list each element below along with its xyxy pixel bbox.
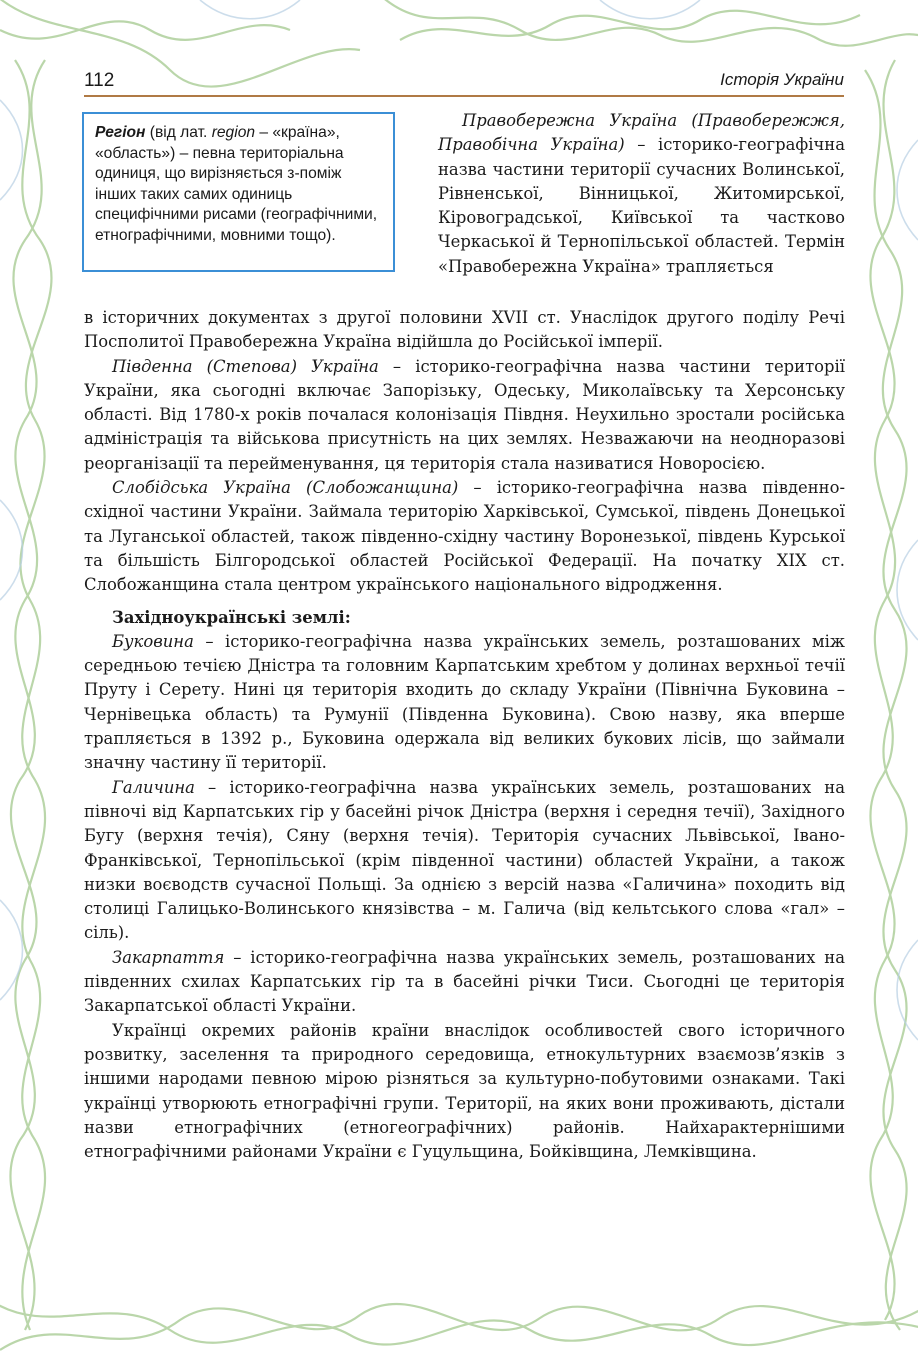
right-bank-continuation: в історичних документах з другої половини XVII ст. Унаслідок другого поділу Речі Посполитої Правобережна Україна відійшла до Російської імперії. [84,308,845,352]
zakarpattia-term: Закарпаття [112,947,225,967]
ethnographic-groups-paragraph: Українці окремих районів країни внаслідок особливостей свого історичного розвитку, заселення та природного середовища, етнокультурних взаємозв’язків з іншими народами певною мірою різняться за культурно-побутовими ознаками. Такі українці утворюють етнографічні групи. Території, на яких вони проживають, дістали назви етнографічних (етногеографічних) районів. Найхарактернішими етнографічними районами України є Гуцульщина, Бойківщина, Лемківщина. [84,1020,845,1162]
definition-latin: region [211,124,256,141]
header-rule [84,95,844,97]
bukovyna-text: – історико-географічна назва українських земель, розташованих між середньою течією Дністра та головним Карпатським хребтом у долинах верхньої течії Пруту і Серету. Нині ця територія входить до складу України (Північна Буковина – Чернівецька область) та Румунії (Південна Буковина). Свою назву, яка вперше трапляється в 1392 р., Буковина одержала від великих букових лісів, що займали значну частину її території. [84,631,845,773]
zakarpattia-paragraph [84,946,845,1019]
galychyna-paragraph [84,776,845,946]
running-title: Історія України [720,70,844,89]
right-bank-paragraph [438,109,845,279]
zakarpattia-text: – історико-географічна назва українських земель, розташованих на південних схилах Карпатських гір та в басейні річки Тиси. Сьогодні це територія Закарпатської області України. [84,947,845,1016]
right-bank-paragraph-wrap [438,109,845,279]
right-bank-text: – історико-географічна назва частини території сучасних Волинської, Рівненської, Вінницької, Житомирської, Кіровоградської, Київської та частково Черкаської й Тернопільської областей. Термін «Правобережна Україна» трапляється [438,135,845,276]
bukovyna-paragraph [84,630,845,776]
sloboda-term: Слобідська Україна (Слобожанщина) [112,478,459,498]
south-text: – історико-географічна назва частини території України, яка сьогодні включає Запорізьку, Одеську, Миколаївську та Херсонську області. Від 1780-х років почалася колонізація Півдня. Неухильно зростали російська адміністрація та військова присутність на цих землях. Незважаючи на неодноразові реорганізації та перейменування, ця територія стала називатися Новоросією. [84,356,845,473]
right-bank-term: Правобережна Україна (Правобережжя, Правобічна Україна) [438,111,845,155]
galychyna-text: – історико-географічна назва українських земель, розташованих на півночі від Карпатських гір у басейні річок Дністра (верхня і середня течії), Західного Бугу (верхня течія), Сяну (верхня течія). Територія сучасних Львівської, Івано-Франківської, Тернопільської (крім південної частини) областей України, а також низки воєводств сучасної Польщі. За однією з версій назва «Галичина» походить від столиці Галицько-Волинського князівства – м. Галича (від кельтського слова «гал» – сіль). [84,777,845,943]
western-lands-heading: Західноукраїнські землі: [112,607,351,627]
main-text [84,306,845,1164]
definition-text-1: (від лат. [145,124,212,141]
sloboda-paragraph [84,476,845,597]
south-term: Південна (Степова) Україна [112,356,379,376]
sloboda-text: – історико-географічна назва південно-східної частини України. Займала територію Харківської, Сумської, південь Донецької та Луганської областей, також південно-східну частину Воронезької, південь Курської та більшість Білгородської областей Російської Федерації. На початку XIX ст. Слобожанщина стала центром українського національного відродження. [84,478,845,595]
definition-text-2: – «країна», «область») – певна територіальна одиниця, що вирізняється з-поміж інших таких самих одиниць специфічними рисами (географічними, етнографічними, мовними тощо). [95,124,378,244]
galychyna-term: Галичина [112,777,195,797]
south-paragraph [84,355,845,476]
page-number: 112 [84,70,115,91]
definition-box [82,112,395,272]
bukovyna-term: Буковина [112,631,194,651]
definition-term: Регіон [95,124,146,141]
